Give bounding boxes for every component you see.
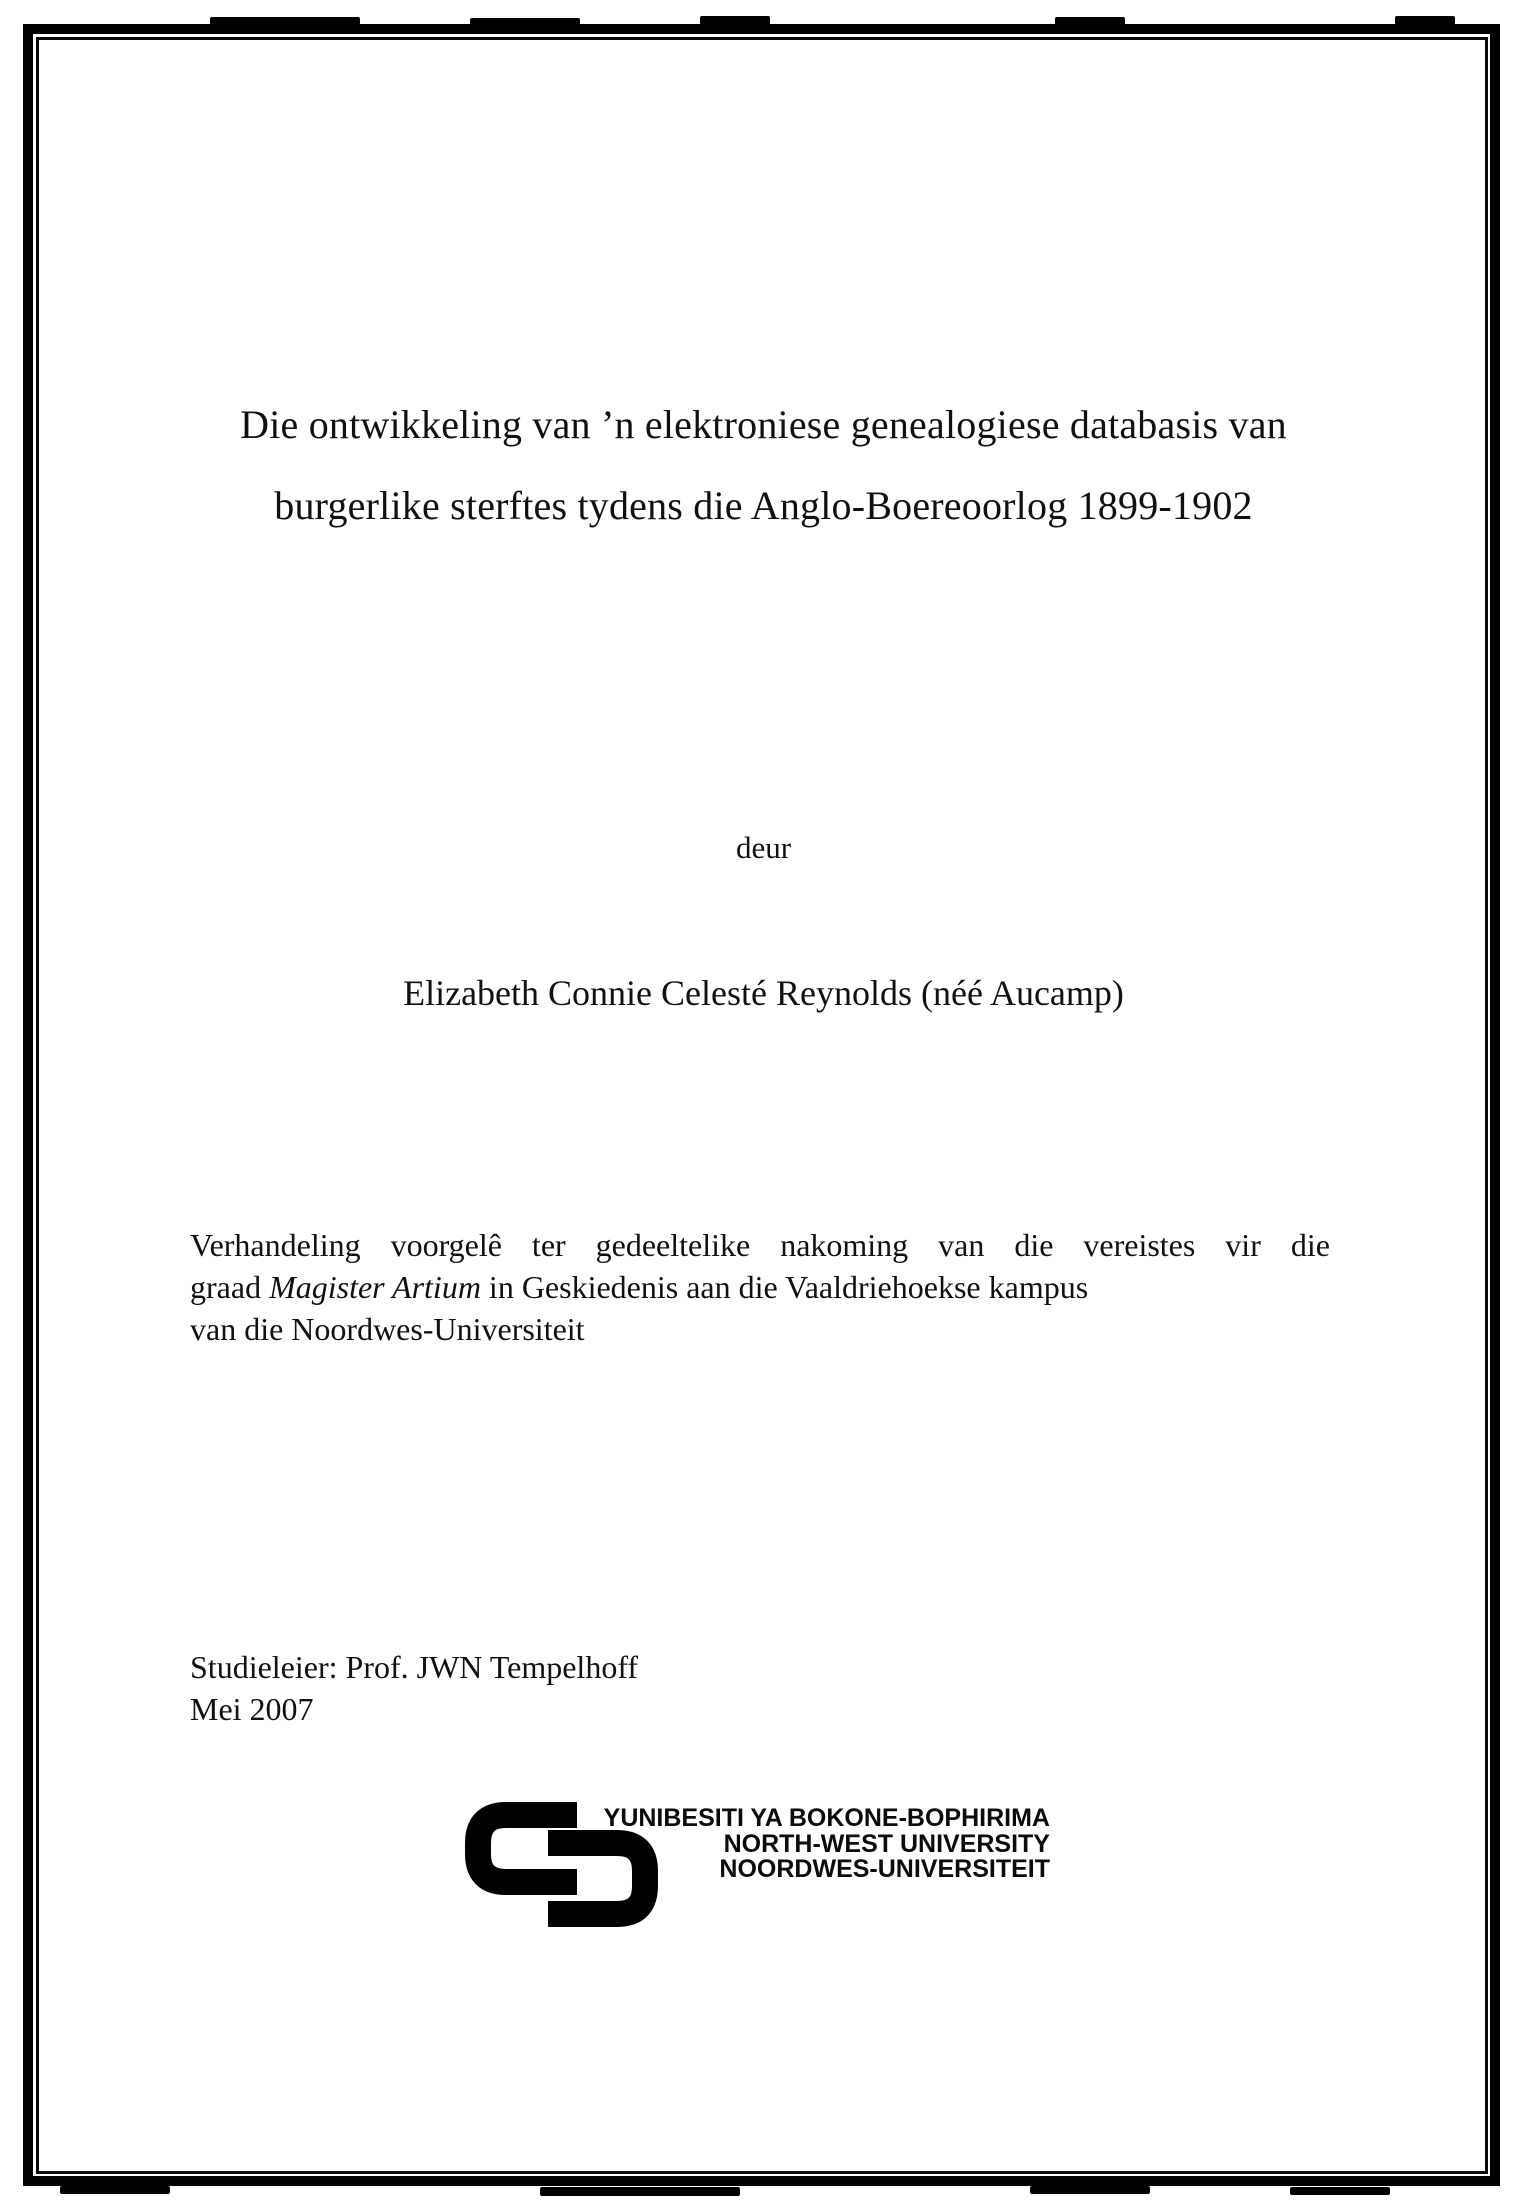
- wordmark-line-setswana: YUNIBESITI YA BOKONE-BOPHIRIMA: [603, 1804, 1050, 1832]
- statement-line-1: [190, 1224, 1330, 1266]
- date-line: Mei 2007: [190, 1691, 314, 1727]
- statement-word: ter: [531, 1227, 566, 1263]
- page-title-line-2: burgerlike sterftes tydens die Anglo-Boereoorlog 1899-1902: [274, 483, 1253, 528]
- statement-word: vereistes: [1083, 1227, 1196, 1263]
- scan-artifact: [1030, 2186, 1150, 2194]
- statement-word: nakoming: [780, 1227, 909, 1263]
- scan-artifact: [540, 2187, 740, 2196]
- statement-word: vir: [1225, 1227, 1261, 1263]
- statement-word: voorgelê: [390, 1227, 502, 1263]
- supervisor-block: [190, 1646, 638, 1730]
- statement-word: die: [1014, 1227, 1054, 1263]
- degree-name-italic: Magister Artium: [269, 1269, 481, 1305]
- wordmark-line-english: NORTH-WEST UNIVERSITY: [723, 1829, 1050, 1858]
- thesis-statement: [190, 1224, 1330, 1350]
- wordmark-line-afrikaans: NOORDWES-UNIVERSITEIT: [719, 1855, 1050, 1883]
- scan-artifact: [1290, 2187, 1390, 2195]
- statement-line-2-pre: graad: [190, 1269, 270, 1305]
- scan-artifact: [60, 2186, 170, 2194]
- author-name: Elizabeth Connie Celesté Reynolds (néé Aucamp): [403, 973, 1124, 1013]
- statement-word: die: [1290, 1227, 1330, 1263]
- statement-line-3: van die Noordwes-Universiteit: [190, 1311, 585, 1347]
- statement-word: Verhandeling: [190, 1227, 361, 1263]
- statement-word: van: [938, 1227, 985, 1263]
- supervisor-line: Studieleier: Prof. JWN Tempelhoff: [190, 1649, 639, 1685]
- statement-word: gedeeltelike: [595, 1227, 751, 1263]
- statement-line-2-post: in Geskiedenis aan die Vaaldriehoekse kampus: [480, 1269, 1089, 1305]
- university-wordmark: [604, 1806, 1050, 1883]
- page-title-line-1: Die ontwikkeling van ’n elektroniese genealogiese databasis van: [240, 402, 1287, 447]
- statement-line-2: [190, 1266, 1330, 1308]
- byline-deur: deur: [735, 830, 792, 865]
